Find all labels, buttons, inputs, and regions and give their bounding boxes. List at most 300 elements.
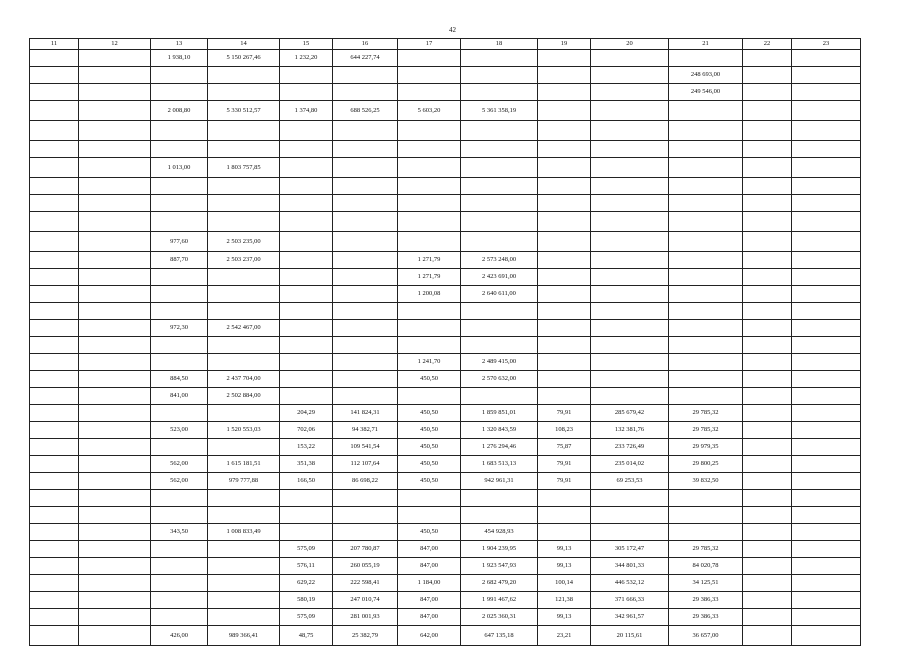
table-cell: 1 241,70: [398, 354, 461, 371]
table-cell: [79, 609, 151, 626]
table-cell: 2 570 632,00: [461, 371, 538, 388]
table-cell: [743, 439, 792, 456]
table-cell: 1 859 851,01: [461, 405, 538, 422]
table-cell: [792, 473, 861, 490]
table-cell: [398, 178, 461, 195]
table-cell: [280, 252, 333, 269]
table-cell: [30, 84, 79, 101]
table-row: [30, 473, 861, 490]
table-row: [30, 232, 861, 252]
table-cell: [792, 178, 861, 195]
table-cell: [151, 490, 208, 507]
table-cell: [792, 320, 861, 337]
table-cell: [591, 320, 669, 337]
table-cell: [792, 405, 861, 422]
table-cell: 1 991 467,62: [461, 592, 538, 609]
table-cell: [151, 303, 208, 320]
table-row: [30, 286, 861, 303]
table-cell: 1 200,08: [398, 286, 461, 303]
table-cell: 1 008 833,49: [208, 524, 280, 541]
table-cell: [538, 252, 591, 269]
table-cell: [792, 50, 861, 67]
table-cell: [591, 212, 669, 232]
table-cell: [333, 212, 398, 232]
table-cell: 2 542 467,00: [208, 320, 280, 337]
table-cell: [591, 337, 669, 354]
table-cell: [538, 354, 591, 371]
table-cell: 575,09: [280, 541, 333, 558]
table-cell: [591, 371, 669, 388]
table-cell: 248 693,00: [669, 67, 743, 84]
column-header: 23: [792, 39, 861, 50]
table-cell: [398, 50, 461, 67]
table-cell: [208, 195, 280, 212]
table-cell: [743, 388, 792, 405]
table-cell: [591, 101, 669, 121]
table-cell: [538, 286, 591, 303]
table-cell: [792, 337, 861, 354]
table-row: [30, 101, 861, 121]
table-cell: 989 366,41: [208, 626, 280, 646]
table-cell: 629,22: [280, 575, 333, 592]
table-cell: 204,29: [280, 405, 333, 422]
table-cell: [538, 178, 591, 195]
table-cell: [30, 507, 79, 524]
table-cell: [591, 232, 669, 252]
table-row: [30, 439, 861, 456]
table-cell: 343,50: [151, 524, 208, 541]
table-row: [30, 405, 861, 422]
table-cell: [151, 178, 208, 195]
table-row: [30, 507, 861, 524]
table-cell: [151, 354, 208, 371]
table-cell: [333, 178, 398, 195]
table-body: [30, 50, 861, 646]
table-cell: [79, 354, 151, 371]
table-cell: 647 135,18: [461, 626, 538, 646]
table-cell: [792, 575, 861, 592]
table-cell: [591, 50, 669, 67]
column-header: 14: [208, 39, 280, 50]
table-cell: 23,21: [538, 626, 591, 646]
table-cell: [280, 507, 333, 524]
table-cell: [208, 354, 280, 371]
table-cell: [280, 121, 333, 141]
table-cell: [280, 212, 333, 232]
table-cell: [743, 354, 792, 371]
table-cell: [398, 303, 461, 320]
table-cell: 20 115,61: [591, 626, 669, 646]
table-row: [30, 121, 861, 141]
table-cell: [208, 575, 280, 592]
table-cell: [792, 422, 861, 439]
table-cell: [743, 269, 792, 286]
table-cell: [398, 141, 461, 158]
table-cell: 979 777,88: [208, 473, 280, 490]
table-cell: [151, 121, 208, 141]
table-cell: [208, 405, 280, 422]
table-cell: [669, 178, 743, 195]
table-cell: [333, 303, 398, 320]
table-cell: [30, 609, 79, 626]
table-cell: [30, 439, 79, 456]
table-cell: [538, 388, 591, 405]
table-cell: [30, 575, 79, 592]
table-cell: [208, 84, 280, 101]
table-cell: [669, 232, 743, 252]
table-cell: [461, 303, 538, 320]
table-row: [30, 575, 861, 592]
table-cell: 847,00: [398, 592, 461, 609]
table-cell: [743, 337, 792, 354]
table-cell: [208, 67, 280, 84]
table-cell: [333, 269, 398, 286]
table-cell: [792, 456, 861, 473]
table-row: [30, 456, 861, 473]
table-cell: 977,60: [151, 232, 208, 252]
table-cell: [538, 371, 591, 388]
table-cell: [743, 121, 792, 141]
table-cell: [743, 320, 792, 337]
table-cell: [743, 232, 792, 252]
table-cell: 450,50: [398, 473, 461, 490]
table-cell: [792, 507, 861, 524]
table-cell: [30, 405, 79, 422]
table-cell: [79, 158, 151, 178]
table-cell: [30, 558, 79, 575]
table-cell: [208, 178, 280, 195]
table-cell: [333, 388, 398, 405]
table-cell: [79, 541, 151, 558]
table-cell: 450,50: [398, 524, 461, 541]
table-cell: [208, 507, 280, 524]
table-cell: [30, 158, 79, 178]
table-cell: 79,91: [538, 473, 591, 490]
table-cell: [280, 195, 333, 212]
table-cell: [151, 507, 208, 524]
table-cell: 247 010,74: [333, 592, 398, 609]
table-cell: [79, 405, 151, 422]
table-row: [30, 67, 861, 84]
table-cell: [79, 592, 151, 609]
table-cell: [591, 269, 669, 286]
table-cell: 426,00: [151, 626, 208, 646]
table-cell: 29 979,35: [669, 439, 743, 456]
table-cell: 305 172,47: [591, 541, 669, 558]
table-cell: 702,06: [280, 422, 333, 439]
table-cell: 1 520 553,03: [208, 422, 280, 439]
table-cell: 29 785,32: [669, 405, 743, 422]
table-cell: [743, 101, 792, 121]
table-cell: 1 320 843,59: [461, 422, 538, 439]
table-cell: [280, 286, 333, 303]
table-cell: [743, 303, 792, 320]
table-row: [30, 609, 861, 626]
table-cell: 847,00: [398, 609, 461, 626]
table-cell: [461, 490, 538, 507]
table-cell: 29 785,32: [669, 422, 743, 439]
table-cell: [79, 473, 151, 490]
table-cell: [398, 84, 461, 101]
table-cell: [151, 269, 208, 286]
table-row: [30, 84, 861, 101]
table-row: [30, 626, 861, 646]
table-cell: [792, 121, 861, 141]
table-cell: [792, 388, 861, 405]
table-cell: [79, 178, 151, 195]
table-cell: [79, 524, 151, 541]
table-cell: [398, 212, 461, 232]
table-cell: 1 271,79: [398, 252, 461, 269]
table-cell: [333, 141, 398, 158]
table-cell: [743, 626, 792, 646]
table-cell: [280, 232, 333, 252]
table-cell: [30, 252, 79, 269]
table-cell: [538, 158, 591, 178]
table-cell: 450,50: [398, 371, 461, 388]
column-header: 15: [280, 39, 333, 50]
table-cell: [538, 50, 591, 67]
table-cell: [669, 354, 743, 371]
table-cell: [79, 490, 151, 507]
table-cell: [743, 178, 792, 195]
table-cell: [79, 439, 151, 456]
table-cell: [333, 232, 398, 252]
table-cell: [743, 507, 792, 524]
table-cell: [669, 269, 743, 286]
table-cell: [280, 320, 333, 337]
table-cell: [79, 212, 151, 232]
table-cell: [538, 337, 591, 354]
table-cell: 1 923 547,93: [461, 558, 538, 575]
table-cell: [208, 303, 280, 320]
table-cell: [591, 286, 669, 303]
table-cell: 562,00: [151, 473, 208, 490]
table-cell: [151, 67, 208, 84]
table-cell: 235 014,02: [591, 456, 669, 473]
table-cell: 285 679,42: [591, 405, 669, 422]
table-cell: [208, 490, 280, 507]
table-cell: [591, 388, 669, 405]
table-cell: [792, 371, 861, 388]
table-cell: [743, 541, 792, 558]
table-cell: [79, 195, 151, 212]
table-cell: [669, 371, 743, 388]
table-cell: [208, 609, 280, 626]
table-cell: 84 020,78: [669, 558, 743, 575]
table-cell: [743, 524, 792, 541]
table-cell: 446 532,12: [591, 575, 669, 592]
table-cell: [79, 507, 151, 524]
table-row: [30, 158, 861, 178]
column-header: 12: [79, 39, 151, 50]
table-cell: [743, 558, 792, 575]
table-cell: [538, 320, 591, 337]
table-cell: 166,50: [280, 473, 333, 490]
table-cell: [538, 141, 591, 158]
table-cell: [79, 232, 151, 252]
table-cell: 1 184,00: [398, 575, 461, 592]
table-cell: [30, 101, 79, 121]
header-row: [30, 39, 861, 50]
table-cell: [280, 67, 333, 84]
table-cell: 454 928,93: [461, 524, 538, 541]
table-cell: [591, 252, 669, 269]
table-cell: [538, 232, 591, 252]
table-row: [30, 490, 861, 507]
table-cell: [461, 507, 538, 524]
table-cell: [333, 252, 398, 269]
table-cell: [79, 50, 151, 67]
table-cell: 1 374,80: [280, 101, 333, 121]
table-cell: 344 801,33: [591, 558, 669, 575]
table-cell: 562,00: [151, 456, 208, 473]
table-cell: [151, 575, 208, 592]
table-cell: [30, 121, 79, 141]
table-cell: [461, 67, 538, 84]
table-cell: [461, 178, 538, 195]
table-cell: [398, 121, 461, 141]
table-cell: [30, 490, 79, 507]
table-cell: [538, 269, 591, 286]
table-cell: [30, 50, 79, 67]
table-cell: 450,50: [398, 439, 461, 456]
table-cell: [461, 84, 538, 101]
table-cell: [538, 101, 591, 121]
table-cell: [208, 141, 280, 158]
table-cell: [461, 320, 538, 337]
table-cell: 34 125,51: [669, 575, 743, 592]
table-cell: [591, 158, 669, 178]
table-cell: [669, 320, 743, 337]
table-cell: [79, 575, 151, 592]
table-cell: [743, 252, 792, 269]
table-cell: [792, 439, 861, 456]
table-cell: [30, 195, 79, 212]
table-cell: 1 904 239,95: [461, 541, 538, 558]
table-cell: [151, 195, 208, 212]
table-cell: [208, 212, 280, 232]
table-cell: [591, 178, 669, 195]
table-cell: 2 437 704,00: [208, 371, 280, 388]
table-cell: [151, 212, 208, 232]
table-cell: [79, 626, 151, 646]
column-header: 13: [151, 39, 208, 50]
table-cell: [461, 121, 538, 141]
table-row: [30, 178, 861, 195]
table-cell: [398, 337, 461, 354]
table-cell: [743, 195, 792, 212]
table-cell: [30, 473, 79, 490]
table-cell: [591, 490, 669, 507]
table-cell: [79, 101, 151, 121]
table-cell: [280, 303, 333, 320]
table-cell: [669, 303, 743, 320]
table-cell: 112 107,64: [333, 456, 398, 473]
table-cell: [669, 50, 743, 67]
table-cell: [743, 609, 792, 626]
table-cell: [151, 592, 208, 609]
table-cell: 29 800,25: [669, 456, 743, 473]
column-header: 11: [30, 39, 79, 50]
table-cell: [538, 195, 591, 212]
table-cell: [30, 286, 79, 303]
table-cell: [151, 286, 208, 303]
table-cell: [333, 371, 398, 388]
table-cell: 575,09: [280, 609, 333, 626]
table-cell: 884,50: [151, 371, 208, 388]
table-cell: 25 382,79: [333, 626, 398, 646]
table-cell: [333, 354, 398, 371]
table-cell: [30, 337, 79, 354]
table-cell: 5 150 267,46: [208, 50, 280, 67]
table-cell: [669, 507, 743, 524]
table-cell: [333, 121, 398, 141]
table-cell: 450,50: [398, 405, 461, 422]
table-cell: [30, 541, 79, 558]
table-cell: [333, 84, 398, 101]
table-cell: [30, 269, 79, 286]
table-cell: [669, 388, 743, 405]
table-cell: 75,87: [538, 439, 591, 456]
table-cell: [79, 558, 151, 575]
table-cell: 2 489 415,00: [461, 354, 538, 371]
data-table: [29, 38, 861, 646]
table-cell: [792, 269, 861, 286]
column-header: 22: [743, 39, 792, 50]
table-cell: [792, 626, 861, 646]
table-row: [30, 524, 861, 541]
table-cell: [669, 101, 743, 121]
table-cell: [79, 121, 151, 141]
table-cell: [792, 286, 861, 303]
table-cell: 260 055,19: [333, 558, 398, 575]
table-cell: [208, 269, 280, 286]
table-row: [30, 50, 861, 67]
column-header: 21: [669, 39, 743, 50]
table-cell: [30, 388, 79, 405]
table-cell: [30, 141, 79, 158]
column-header: 18: [461, 39, 538, 50]
table-cell: [30, 354, 79, 371]
table-cell: [743, 575, 792, 592]
table-cell: [743, 371, 792, 388]
table-cell: [208, 439, 280, 456]
table-cell: [208, 121, 280, 141]
table-cell: 5 603,20: [398, 101, 461, 121]
table-cell: 847,00: [398, 558, 461, 575]
table-cell: [792, 490, 861, 507]
table-cell: [79, 320, 151, 337]
table-cell: [743, 84, 792, 101]
table-cell: [30, 212, 79, 232]
table-cell: [743, 50, 792, 67]
table-cell: [538, 67, 591, 84]
table-cell: 207 780,87: [333, 541, 398, 558]
table-cell: [743, 67, 792, 84]
table-cell: [333, 524, 398, 541]
table-cell: 351,38: [280, 456, 333, 473]
table-cell: 942 961,31: [461, 473, 538, 490]
table-cell: 887,70: [151, 252, 208, 269]
table-cell: [79, 84, 151, 101]
table-cell: [743, 212, 792, 232]
table-cell: [669, 141, 743, 158]
table-row: [30, 212, 861, 232]
table-cell: [591, 141, 669, 158]
table-cell: [792, 558, 861, 575]
table-row: [30, 252, 861, 269]
